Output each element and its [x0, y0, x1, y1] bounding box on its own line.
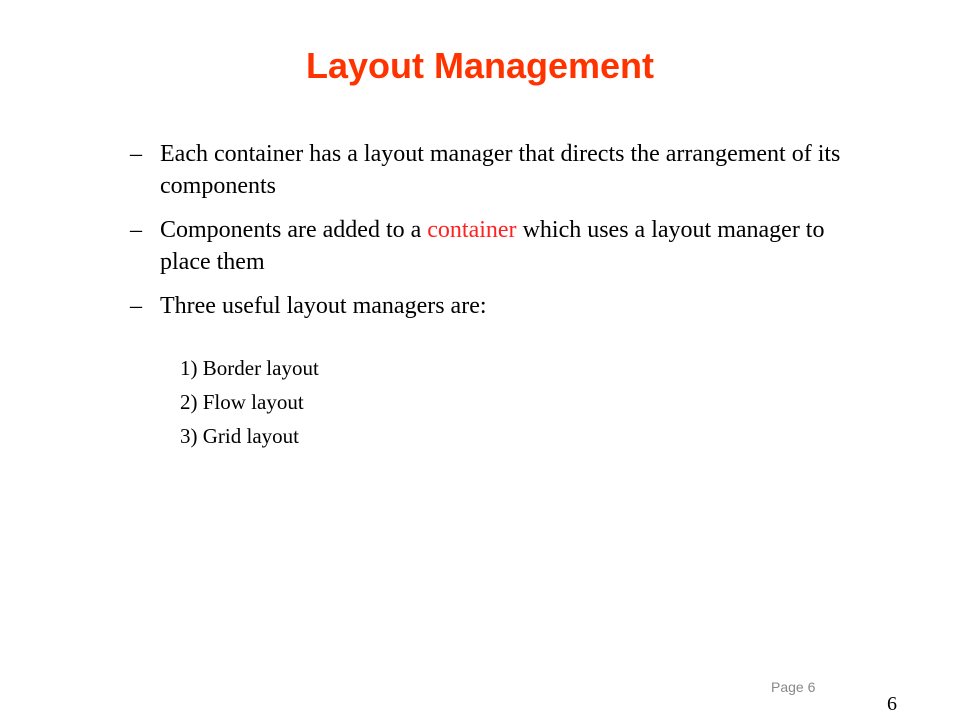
bullet-text: Three useful layout managers are:: [160, 293, 487, 319]
page-label: Page 6: [771, 679, 816, 695]
layout-manager-item: 3) Grid layout: [180, 424, 299, 448]
slide-title: Layout Management: [305, 45, 655, 86]
bullet-text: Each container has a layout manager that directs the arrangement of its components: [160, 141, 841, 199]
bullet-dash: –: [130, 293, 142, 319]
bullet-list: [128, 138, 848, 334]
page-number: 6: [887, 693, 897, 715]
bullet-item: [128, 290, 848, 322]
layout-manager-list: [180, 351, 319, 453]
layout-manager-item: 1) Border layout: [180, 356, 319, 380]
bullet-text-after: which uses a layout manager to place them: [160, 217, 825, 275]
bullet-item: [128, 214, 848, 278]
bullet-item: [128, 138, 848, 202]
bullet-text-before: Components are added to a: [160, 217, 428, 243]
bullet-dash: –: [130, 141, 142, 167]
highlighted-term: container: [427, 217, 517, 243]
bullet-dash: –: [130, 217, 142, 243]
layout-manager-item: 2) Flow layout: [180, 390, 304, 414]
